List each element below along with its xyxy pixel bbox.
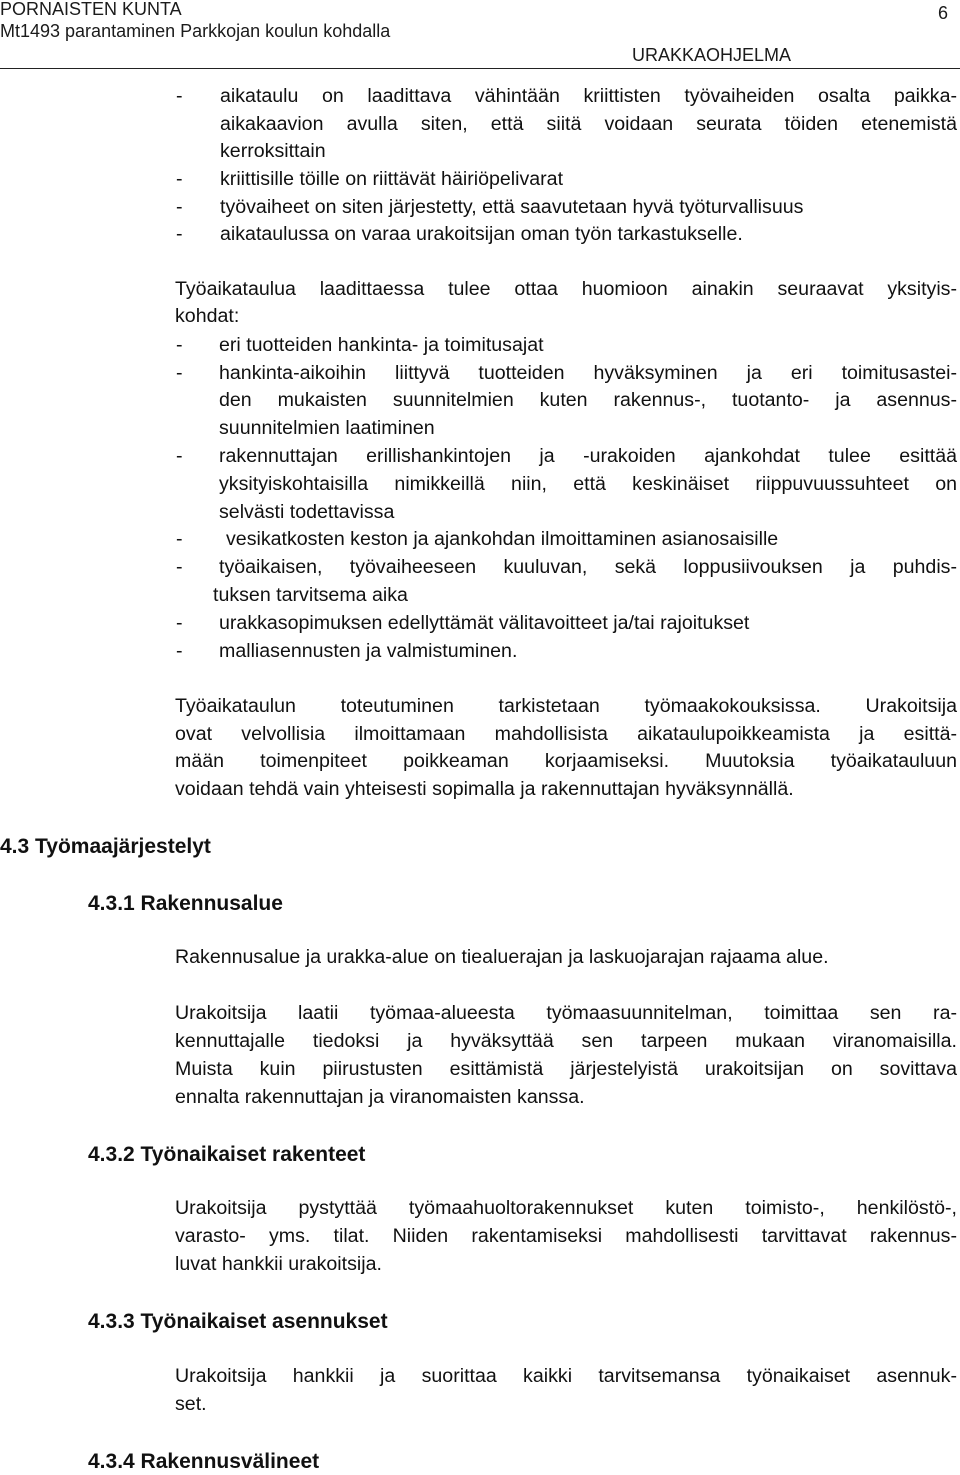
list-bullet: - [176,85,183,107]
list-item-line: yksityiskohtaisilla nimikkeillä niin, että keskinäiset riippuvuussuhteet on [219,473,957,495]
paragraph-line: Urakoitsija pystyttää työmaahuoltorakennukset kuten toimisto-, henkilöstö-, [175,1197,957,1219]
list-item-line: rakennuttajan erillishankintojen ja -urakoiden ajankohdat tulee esittää [219,445,957,467]
list-item-line: urakkasopimuksen edellyttämät välitavoitteet ja/tai rajoitukset [219,612,750,634]
list-item-line: hankinta-aikoihin liittyvä tuotteiden hyväksyminen ja eri toimitusastei- [219,362,957,384]
list-bullet: - [176,196,183,218]
list-item-line: aikataulussa on varaa urakoitsijan oman työn tarkastukselle. [220,223,743,245]
list-item-line: aikakaavion avulla siten, että siitä voidaan seurata töiden etenemistä [220,113,957,135]
paragraph-line: kennuttajalle tiedoksi ja hyväksyttää sen tarpeen mukaan viranomaisilla. [175,1030,957,1052]
section-heading-4-3-4: 4.3.4 Rakennusvälineet [88,1450,320,1473]
list-bullet: - [176,528,183,550]
paragraph-line: set. [175,1393,207,1415]
section-heading-4-3-1: 4.3.1 Rakennusalue [88,892,283,915]
list-bullet: - [176,445,183,467]
list-item-line: kerroksittain [220,140,326,162]
list-bullet: - [176,556,183,578]
list-bullet: - [176,362,183,384]
paragraph-line: ennalta rakennuttajan ja viranomaisten kanssa. [175,1086,585,1108]
paragraph-line: voidaan tehdä vain yhteisesti sopimalla ja rakennuttajan hyväksynnällä. [175,778,794,800]
list-item-line: vesikatkosten keston ja ajankohdan ilmoittaminen asianosaisille [226,528,779,550]
list-bullet: - [176,223,183,245]
paragraph-line: Työaikataulun toteutuminen tarkistetaan työmaakokouksissa. Urakoitsija [175,695,957,717]
list-bullet: - [176,334,183,356]
list-item-line: kriittisille töille on riittävät häiriöpelivarat [220,168,564,190]
header-org: PORNAISTEN KUNTA [0,0,182,19]
list-item-line: aikataulu on laadittava vähintään kriittisten työvaiheiden osalta paikka- [220,85,957,107]
list-item-line: den mukaisten suunnitelmien kuten rakennus-, tuotanto- ja asennus- [219,389,957,411]
paragraph-line: Urakoitsija laatii työmaa-alueesta työmaasuunnitelman, toimittaa sen ra- [175,1002,957,1024]
list-item-line: malliasennusten ja valmistuminen. [219,640,518,662]
paragraph-line: Työaikataulua laadittaessa tulee ottaa huomioon ainakin seuraavat yksityis- [175,278,957,300]
paragraph-line: Urakoitsija hankkii ja suorittaa kaikki tarvitsemansa työnaikaiset asennuk- [175,1365,957,1387]
header-divider [0,68,960,69]
paragraph-line: varasto- yms. tilat. Niiden rakentamiseksi mahdollisesti tarvittavat rakennus- [175,1225,957,1247]
header-project: Mt1493 parantaminen Parkkojan koulun kohdalla [0,21,391,41]
paragraph-line: ovat velvollisia ilmoittamaan mahdollisista aikataulupoikkeamista ja esittä- [175,723,957,745]
section-heading-4-3-2: 4.3.2 Työnaikaiset rakenteet [88,1143,366,1166]
list-item-line: selvästi todettavissa [219,501,395,523]
page-number: 6 [938,3,949,23]
list-item-line: työaikaisen, työvaiheeseen kuuluvan, sekä loppusiivouksen ja puhdis- [219,556,957,578]
list-item-line: työvaiheet on siten järjestetty, että saavutetaan hyvä työturvallisuus [220,196,804,218]
list-bullet: - [176,612,183,634]
paragraph-line: Rakennusalue ja urakka-alue on tiealuerajan ja laskuojarajan rajaama alue. [175,946,829,968]
list-item-line: suunnitelmien laatiminen [219,417,435,439]
paragraph-line: Muista kuin piirustusten esittämistä järjestelyistä urakoitsijan on sovittava [175,1058,957,1080]
paragraph-line: kohdat: [175,305,240,327]
list-item-line: tuksen tarvitsema aika [213,584,408,606]
paragraph-line: mään toimenpiteet poikkeaman korjaamiseksi. Muutoksia työaikatauluun [175,750,957,772]
paragraph-line: luvat hankkii urakoitsija. [175,1253,382,1275]
list-item-line: eri tuotteiden hankinta- ja toimitusajat [219,334,544,356]
section-heading-4-3: 4.3 Työmaajärjestelyt [0,835,211,858]
list-bullet: - [176,168,183,190]
header-doc-type: URAKKAOHJELMA [632,45,792,65]
section-heading-4-3-3: 4.3.3 Työnaikaiset asennukset [88,1310,388,1333]
list-bullet: - [176,640,183,662]
